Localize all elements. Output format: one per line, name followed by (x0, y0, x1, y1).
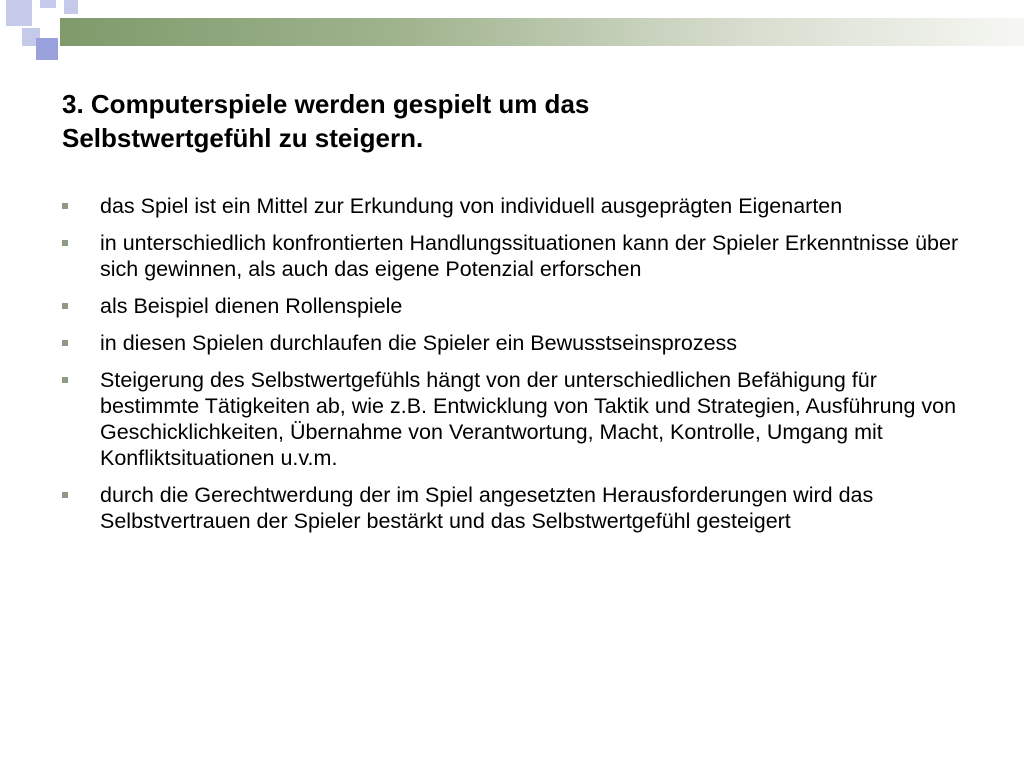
square-bullet-icon (62, 492, 68, 498)
square-bullet-icon (62, 240, 68, 246)
bullet-item (62, 482, 962, 534)
bullet-list (62, 193, 962, 545)
slide-title-line-1: 3. Computerspiele werden gespielt um das (62, 89, 590, 119)
slide-title-line-2: Selbstwertgefühl zu steigern. (62, 123, 424, 153)
decor-square (64, 0, 78, 14)
header-gradient-bar (60, 18, 1024, 46)
bullet-text: durch die Gerechtwerdung der im Spiel angesetzten Herausforderungen wird das Selbstvertrauen der Spieler bestärkt und das Selbstwertgefühl gesteigert (100, 483, 874, 533)
bullet-text: als Beispiel dienen Rollenspiele (100, 294, 403, 318)
bullet-text: Steigerung des Selbstwertgefühls hängt von der unterschiedlichen Befähigung für bestimmte Tätigkeiten ab, wie z.B. Entwicklung von Taktik und Strategien, Ausführung von Geschicklichkeiten, Übernahme von Verantwortung, Macht, Kontrolle, Umgang mit Konfliktsituationen u.v.m. (100, 368, 957, 470)
bullet-item (62, 293, 962, 319)
square-bullet-icon (62, 340, 68, 346)
slide-title (62, 87, 962, 155)
square-bullet-icon (62, 203, 68, 209)
bullet-text: in unterschiedlich konfrontierten Handlungssituationen kann der Spieler Erkenntnisse über sich gewinnen, als auch das eigene Potenzial erforschen (100, 231, 959, 281)
decor-square (36, 38, 58, 60)
decor-square (6, 0, 32, 26)
bullet-text: in diesen Spielen durchlaufen die Spieler ein Bewusstseinsprozess (100, 331, 738, 355)
bullet-item (62, 330, 962, 356)
bullet-item (62, 193, 962, 219)
bullet-item (62, 230, 962, 282)
square-bullet-icon (62, 303, 68, 309)
square-bullet-icon (62, 377, 68, 383)
bullet-item (62, 367, 962, 471)
bullet-text: das Spiel ist ein Mittel zur Erkundung von individuell ausgeprägten Eigenarten (100, 194, 843, 218)
